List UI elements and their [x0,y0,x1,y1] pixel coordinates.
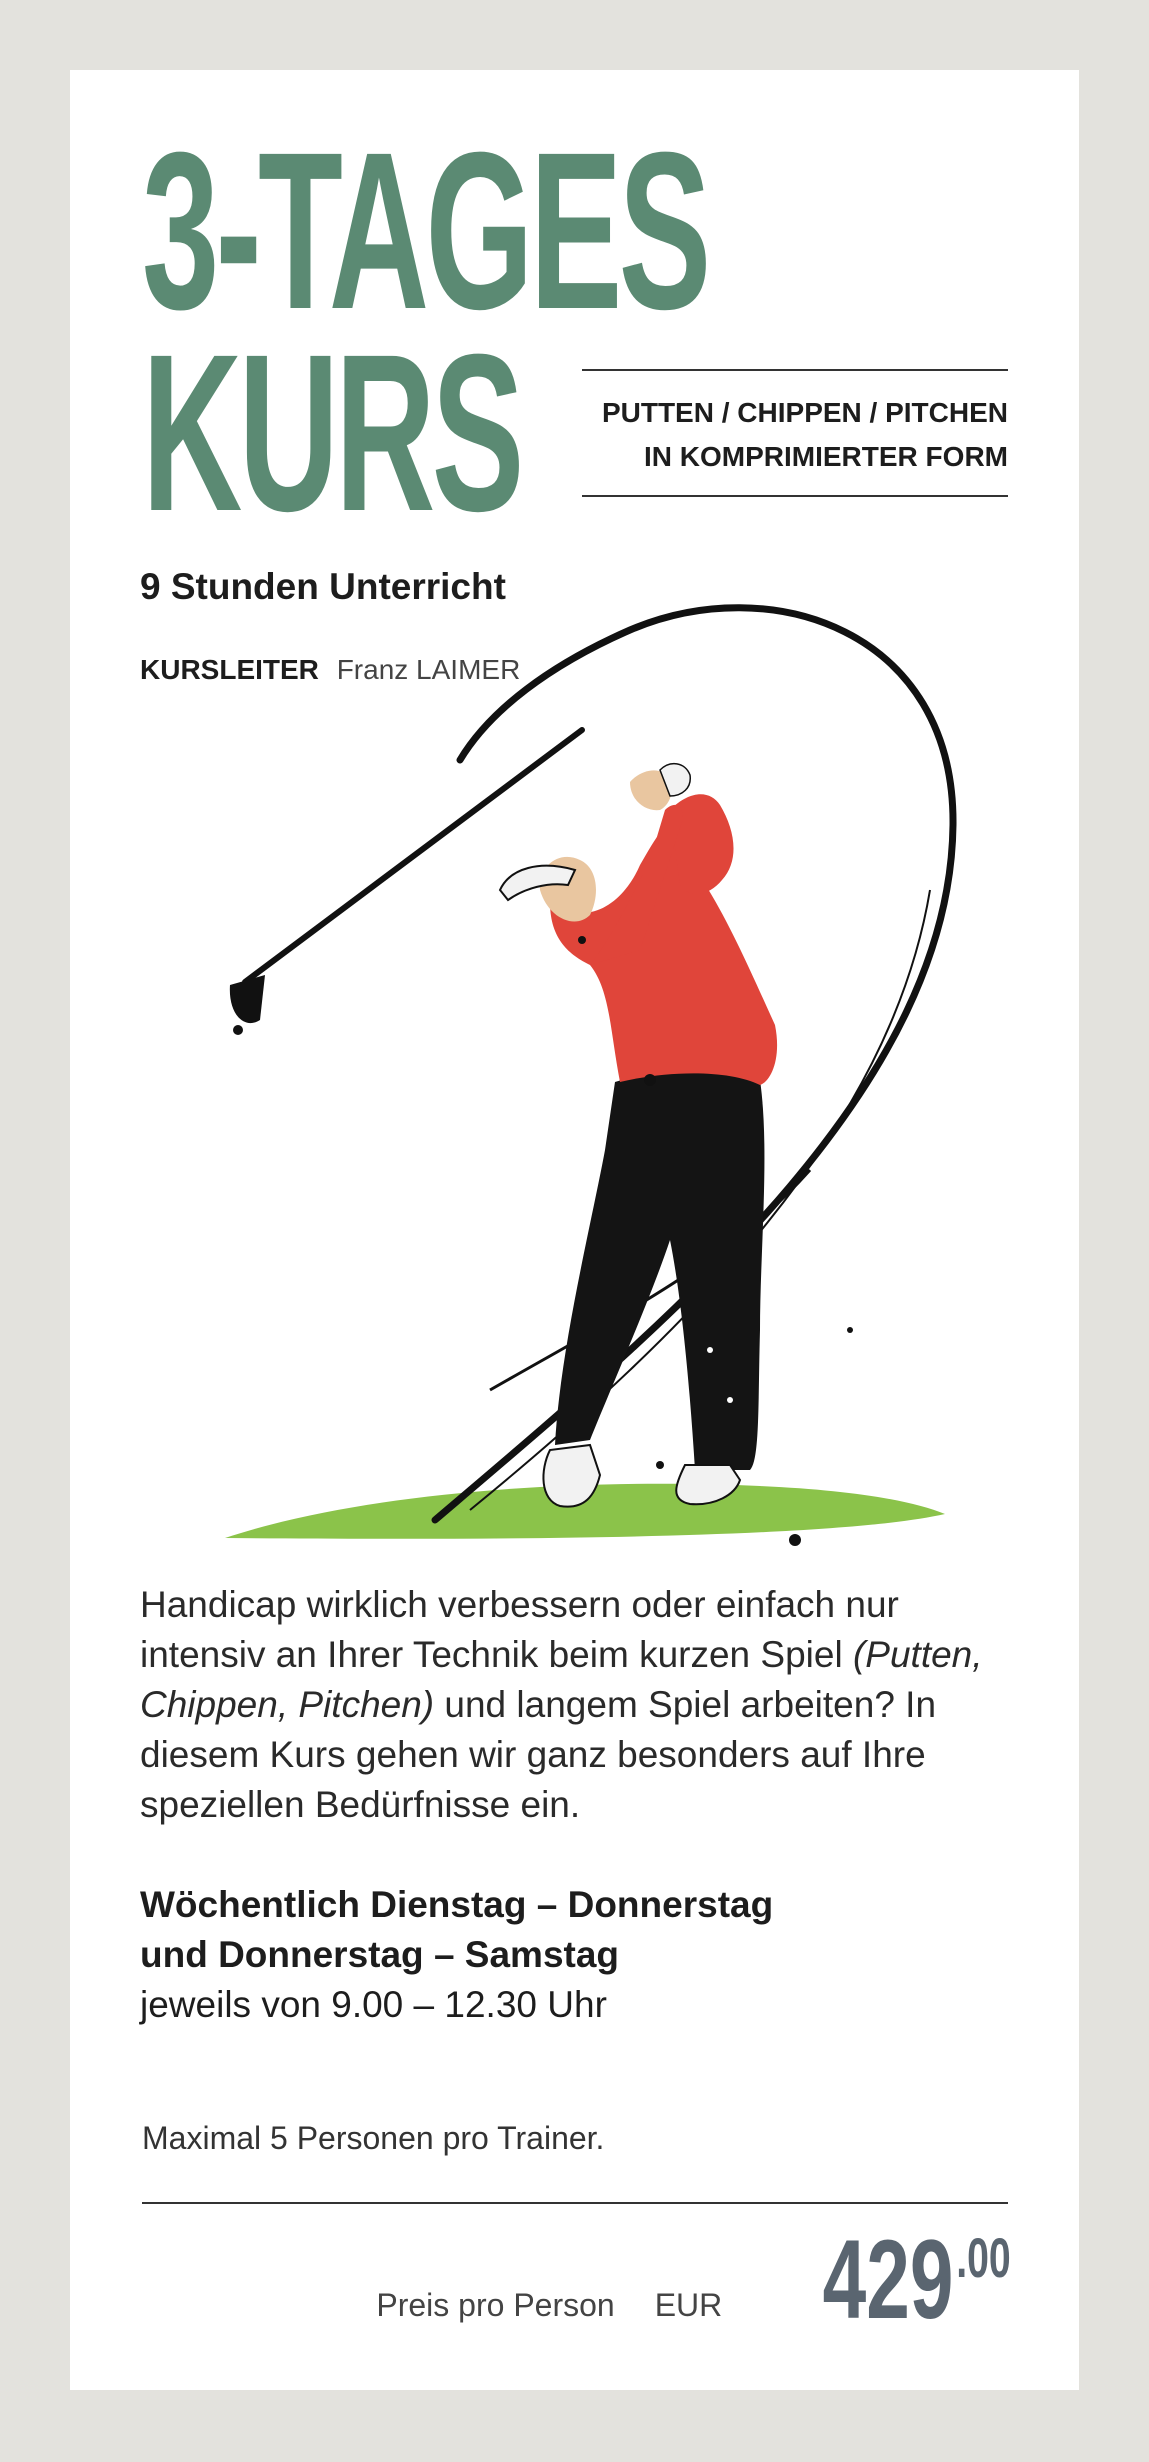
price-cents: .00 [956,2226,1011,2289]
price-currency: EUR [654,2287,723,2323]
price-label: Preis pro Person [376,2287,615,2323]
subtitle-line-2: IN KOMPRIMIERTER FORM [644,441,1008,472]
course-schedule [140,1880,773,2030]
price-whole: 429 [822,2217,954,2342]
golf-club-icon [245,730,582,982]
title-line-2: KURS [142,308,521,558]
schedule-line-3: jeweils von 9.00 – 12.30 Uhr [140,1984,607,2025]
subtitle-line-1: PUTTEN / CHIPPEN / PITCHEN [601,397,1008,428]
golfer-illustration [70,570,1079,1630]
course-description [140,1580,1020,1830]
course-card [70,70,1079,2390]
instructor-name: Franz LAIMER [336,654,521,685]
golfer-trousers [555,1067,764,1470]
description-part-2: und langem Spiel arbeiten? In diesem Kurs gehen wir ganz besonders auf Ihre speziellen Bedürfnisse ein. [140,1684,937,1825]
description-part-1: Handicap wirklich verbessern oder einfach nur intensiv an Ihrer Technik beim kurzen Spiel [140,1584,899,1675]
price-row [376,2217,1011,2342]
course-subtitle [582,369,1008,497]
instructor-label: KURSLEITER [140,654,319,685]
title-line-1: 3-TAGES [142,106,708,356]
lesson-hours: 9 Stunden Unterricht [140,566,506,607]
price-amount [822,2217,1011,2342]
divider [142,2202,1008,2204]
schedule-line-2: und Donnerstag – Samstag [140,1934,620,1975]
description-italic: (Putten, Chippen, Pitchen) [140,1634,983,1725]
capacity-note: Maximal 5 Personen pro Trainer. [142,2120,605,2156]
schedule-line-1: Wöchentlich Dienstag – Donnerstag [140,1884,774,1925]
